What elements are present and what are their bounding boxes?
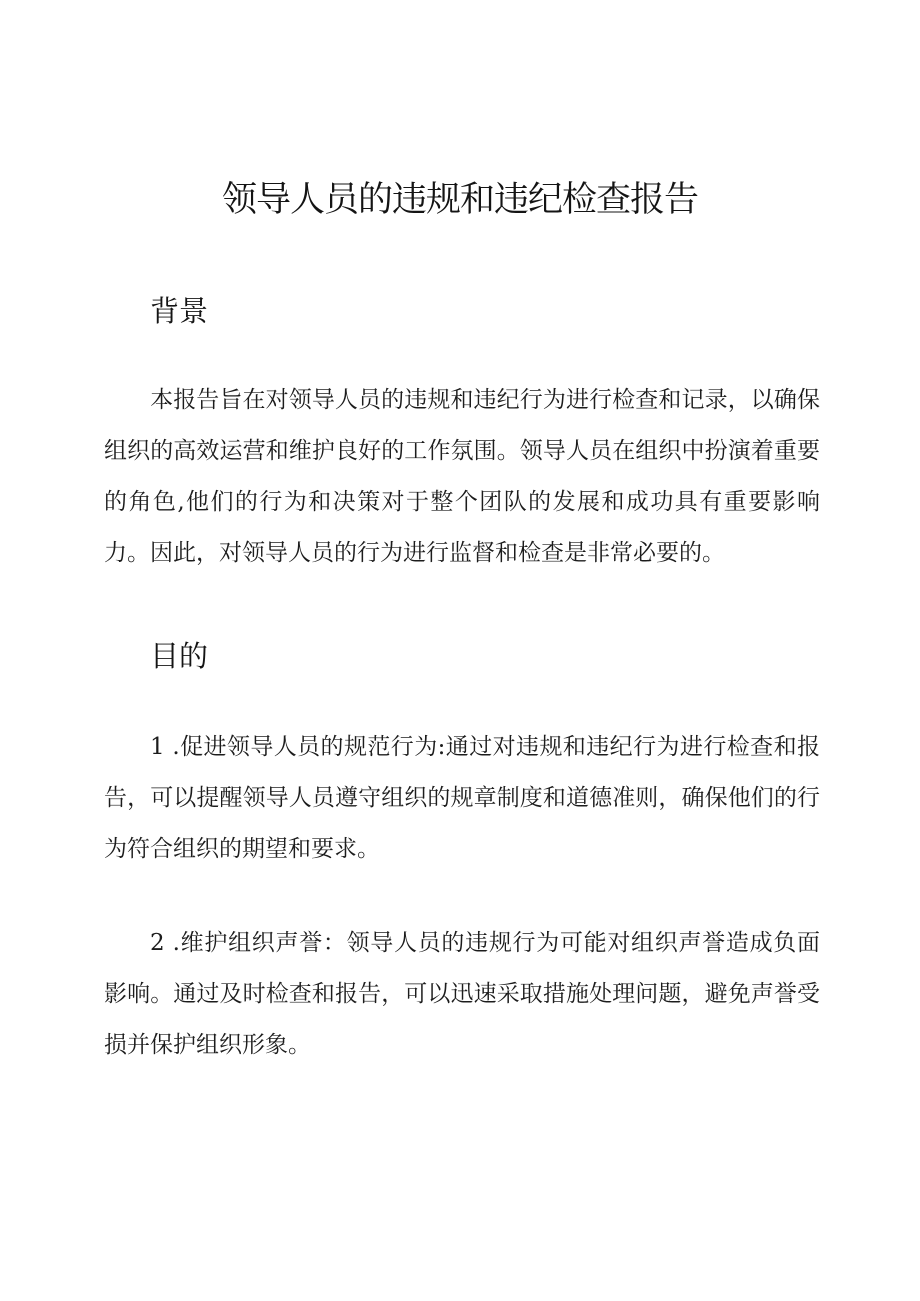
document-title: 领导人员的违规和违纪检查报告 (221, 180, 698, 220)
background-paragraph (104, 375, 820, 579)
section-heading-background: 背景 (150, 294, 209, 328)
purpose-item-2 (104, 918, 820, 1071)
purpose-item-1 (104, 722, 820, 875)
purpose-item-2-text: 2 .维护组织声誉：领导人员的违规行为可能对组织声誉造成负面影响。通过及时检查和报告，可以迅速采取措施处理问题，避免声誉受损并保护组织形象。 (104, 930, 820, 1058)
purpose-item-1-text: 1 .促进领导人员的规范行为:通过对违规和违纪行为进行检查和报告，可以提醒领导人员遵守组织的规章制度和道德准则，确保他们的行为符合组织的期望和要求。 (104, 734, 820, 862)
section-heading-purpose: 目的 (150, 639, 209, 673)
background-paragraph-text: 本报告旨在对领导人员的违规和违纪行为进行检查和记录，以确保组织的高效运营和维护良好的工作氛围。领导人员在组织中扮演着重要的角色,他们的行为和决策对于整个团队的发展和成功具有重要影响力。因此，对领导人员的行为进行监督和检查是非常必要的。 (104, 387, 820, 566)
